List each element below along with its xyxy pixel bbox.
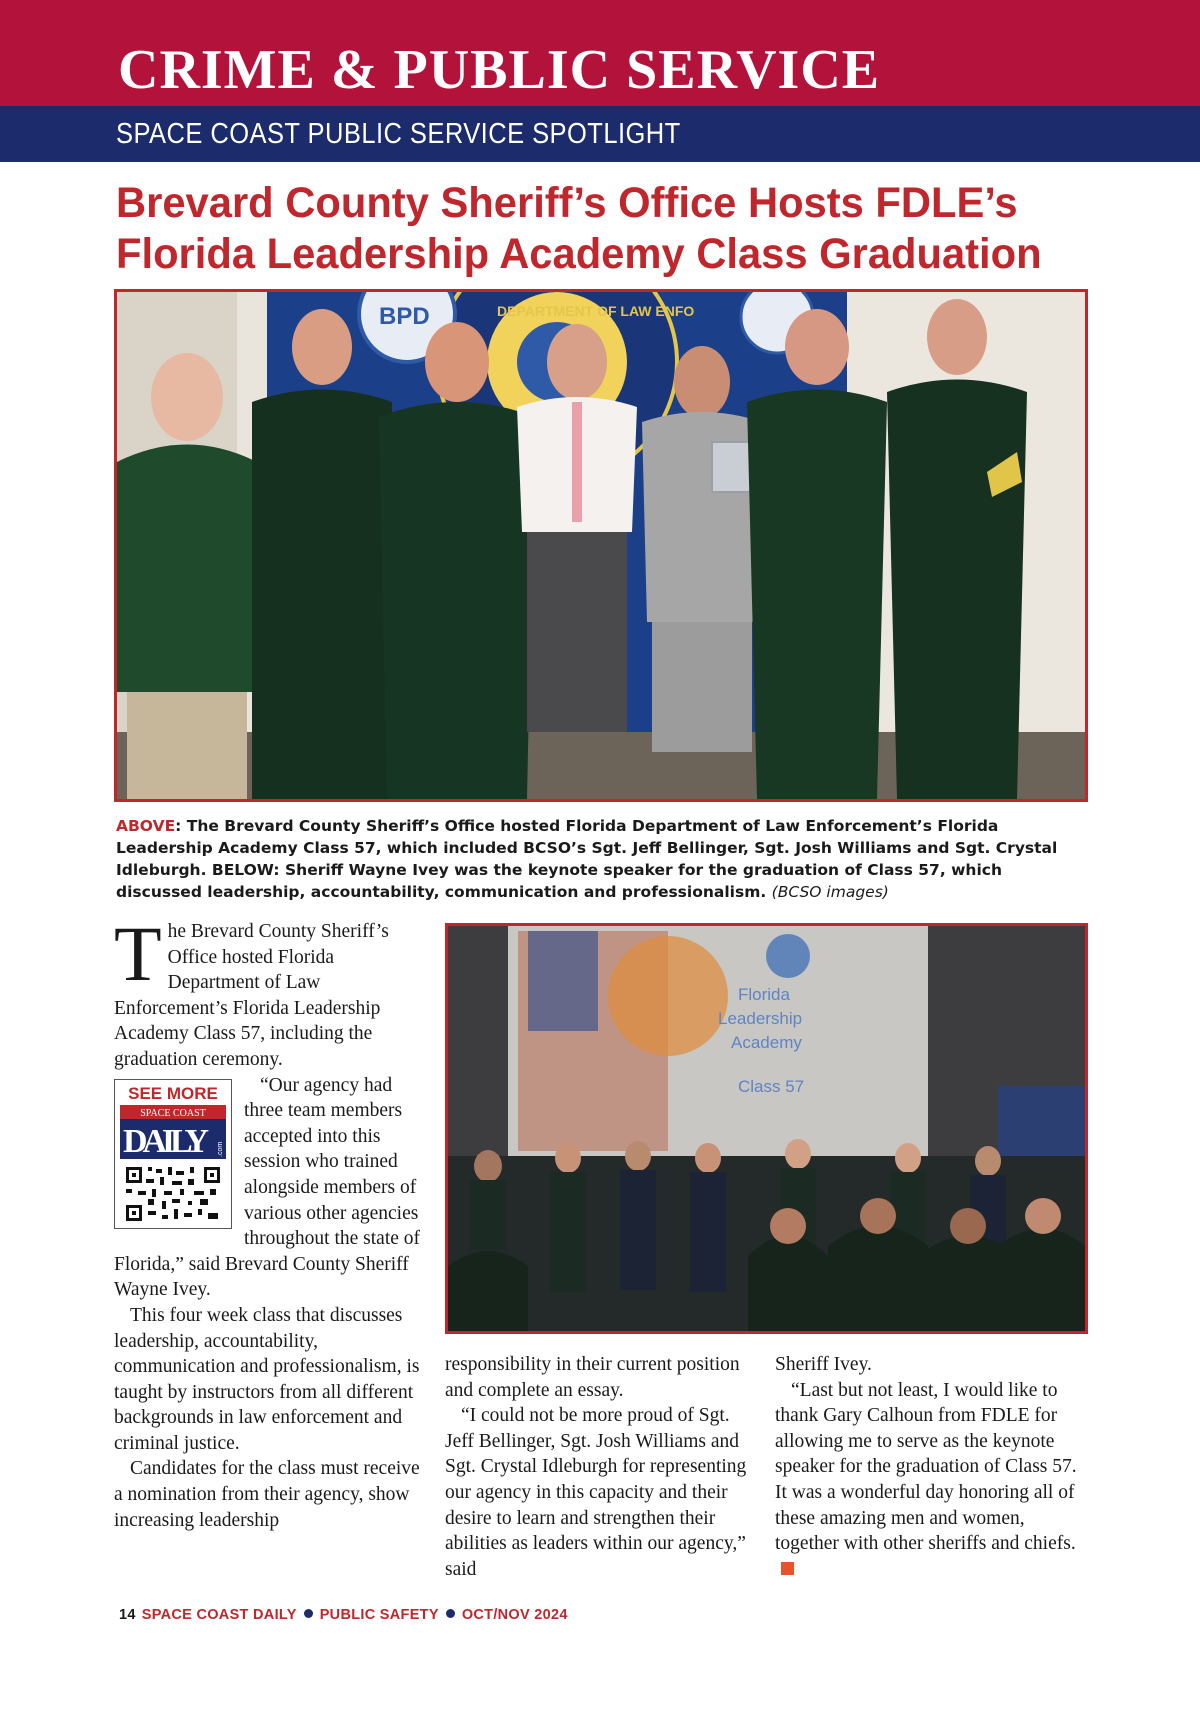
article-paragraph: This four week class that discusses leadership, accountability, communication and professionalism, is taught by instructors from all different backgrounds in law enforcement and criminal justice. (114, 1304, 420, 1454)
article-paragraph: “Last but not least, I would like to thank Gary Calhoun from FDLE for allowing me to serve as the keynote speaker for the graduation of Class 57. It was a wonderful day honoring all of these amazing men and women, together with other sheriffs and chiefs. (775, 1378, 1087, 1583)
end-mark-icon (781, 1562, 794, 1575)
caption-above-label: ABOVE (116, 817, 176, 835)
photo-caption (116, 815, 1088, 903)
brand-main: DAILY (123, 1122, 209, 1160)
article-column-2 (445, 1352, 755, 1582)
see-more-qr-ad[interactable] (114, 1079, 232, 1229)
brand-top: SPACE COAST (140, 1107, 206, 1119)
footer-section: PUBLIC SAFETY (319, 1607, 439, 1623)
footer-publication: SPACE COAST DAILY (141, 1607, 297, 1623)
page-number: 14 (119, 1607, 136, 1623)
drop-cap: T (114, 910, 162, 997)
bullet-icon (446, 1609, 455, 1618)
backdrop-ring-text: DEPARTMENT OF LAW ENFO (497, 303, 695, 319)
article-paragraph: SEE MORE SPACE COAST DAILY .com “Our agency had three team members accepted into this session who trained alongside members of various other agencies throughout the state of Florida,” said Brevard County Sheriff Wayne Ivey. (114, 1074, 421, 1301)
article-paragraph: “I could not be more proud of Sgt. Jeff Bellinger, Sgt. Josh Williams and Sgt. Crystal Idleburgh for representing our agency in this capacity and their desire to learn and strengthen their abilities as leaders within our agency,” said (445, 1405, 747, 1580)
caption-above-text: : The Brevard County Sheriff’s Office hosted Florida Department of Law Enforcement’s Florida Leadership Academy Class 57, which included BCSO’s Sgt. Jeff Bellinger, Sgt. Josh Williams and Sgt. Crystal Idleburgh. (116, 817, 1058, 879)
article-column-3 (775, 1352, 1087, 1582)
photo-credit: (BCSO images) (771, 883, 889, 901)
backdrop-logo-text: BPD (379, 303, 430, 330)
caption-below-text: BELOW: Sheriff Wayne Ivey was the keynote speaker for the graduation of Class 57, which discussed leadership, accountability, communication and professionalism. (116, 861, 1002, 901)
footer-issue: OCT/NOV 2024 (461, 1607, 568, 1623)
article-paragraph: responsibility in their current position and complete an essay. (445, 1354, 740, 1401)
ceremony-photo (445, 923, 1088, 1334)
article-paragraph: Candidates for the class must receive a nomination from their agency, show increasing leadership (114, 1458, 420, 1531)
article-paragraph: The Brevard County Sheriff’s Office hosted Florida Department of Law Enforcement’s Florida Leadership Academy Class 57, including the graduation ceremony. (114, 910, 389, 1070)
bullet-icon (304, 1609, 313, 1618)
qr-code-icon (124, 1165, 222, 1223)
article-paragraph: Sheriff Ivey. (775, 1354, 872, 1375)
screen-line3: Academy (731, 1033, 802, 1052)
article-headline: Brevard County Sheriff’s Office Hosts FDLE’s Florida Leadership Academy Class Graduation (116, 179, 1042, 278)
article-column-1 (114, 910, 426, 1533)
section-subtitle: SPACE COAST PUBLIC SERVICE SPOTLIGHT (116, 118, 681, 150)
screen-line1: Florida (738, 985, 790, 1004)
screen-line4: Class 57 (738, 1077, 805, 1096)
page-footer (119, 1607, 568, 1623)
brand-side: .com (217, 1141, 224, 1157)
group-photo (114, 289, 1088, 802)
screen-line2: Leadership (718, 1009, 803, 1028)
see-more-label: SEE MORE (128, 1083, 218, 1103)
section-title: CRIME & PUBLIC SERVICE (118, 39, 881, 101)
